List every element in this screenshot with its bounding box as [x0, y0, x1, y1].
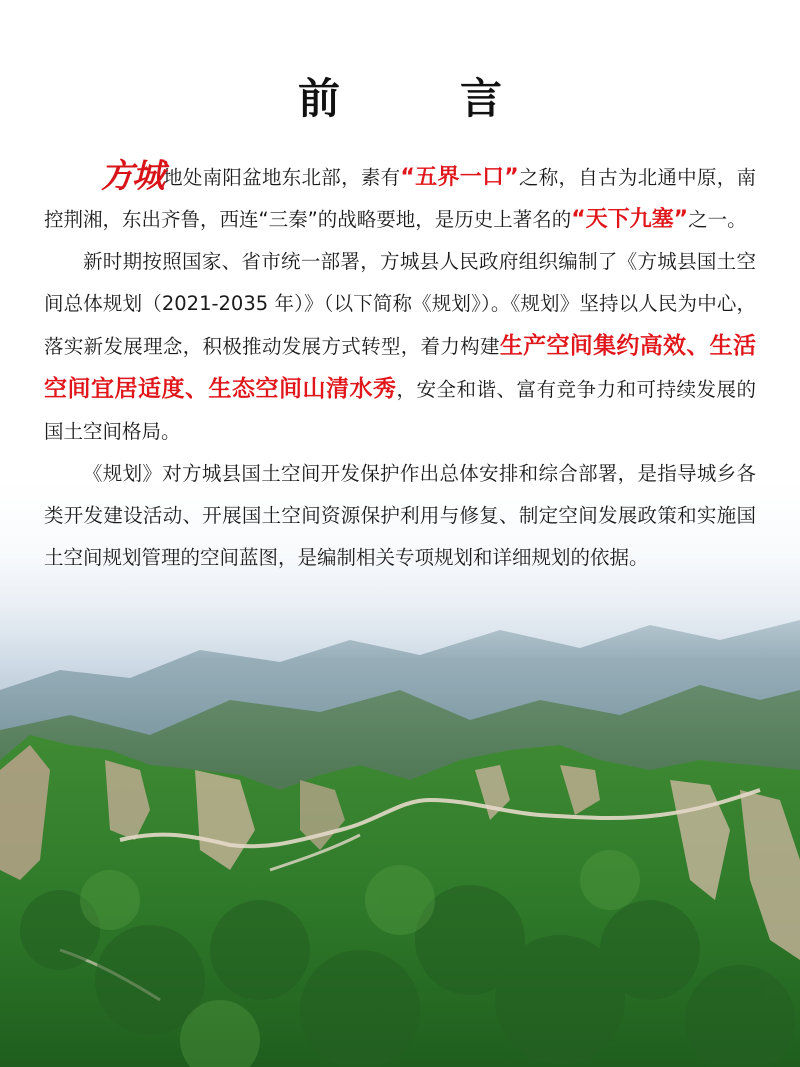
para1-text-3: 之一。: [688, 208, 747, 231]
para2-highlight: 生产空间集约高效、生活空间宜居适度、生态空间山清水秀: [44, 333, 756, 402]
para2-text-1: 新时期按照国家、省市统一部署，方城县人民政府组织编制了《方城县国土空间总体规划（2021-2035 年）》（以下简称《规划》）。《规划》坚持以人民为中心，落实新发展理念，积极推动发展方式转型，着力构建: [44, 250, 756, 358]
paragraph-3: 《规划》对方城县国土空间开发保护作出总体安排和综合部署，是指导城乡各类开发建设活动、开展国土空间资源保护利用与修复、制定空间发展政策和实施国土空间规划管理的空间蓝图，是编制相关专项规划和详细规划的依据。: [44, 462, 756, 569]
fangcheng-logo-word: 方城: [100, 156, 164, 195]
para1-highlight-1: “五界一口”: [400, 165, 519, 190]
para1-text-1: 地处南阳盆地东北部，素有: [163, 166, 401, 189]
title-char-right: 言: [460, 74, 503, 123]
para1-highlight-2: “天下九塞”: [571, 207, 689, 232]
paragraph-2: [44, 241, 756, 453]
para1-text-2: 之称，自古为北通中原，南控荆湘，东出齐鲁，西连“三秦”的战略要地，是历史上著名的: [44, 166, 756, 231]
title-char-left: 前: [297, 74, 340, 123]
preface-body: [44, 152, 756, 579]
page-title: [0, 66, 800, 126]
para2-text-2: ，安全和谐、富有竞争力和可持续发展的国土空间格局。: [44, 378, 756, 443]
paragraph-1: [44, 152, 756, 241]
